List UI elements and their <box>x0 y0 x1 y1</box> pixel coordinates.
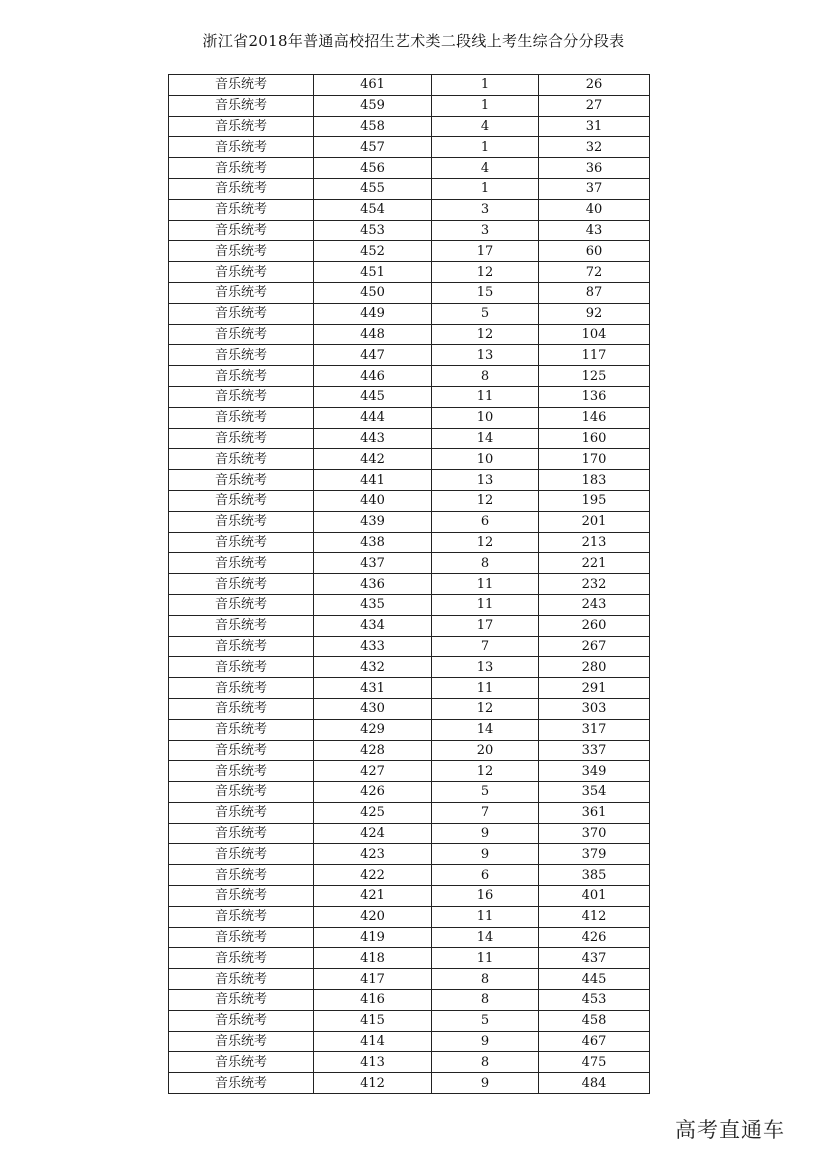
table-row <box>169 990 650 1011</box>
count-cell: 14 <box>432 428 539 449</box>
score-cell: 419 <box>314 927 432 948</box>
cumulative-cell: 40 <box>539 199 650 220</box>
cumulative-cell: 32 <box>539 137 650 158</box>
count-cell: 3 <box>432 199 539 220</box>
table-row <box>169 678 650 699</box>
table-row <box>169 574 650 595</box>
table-row <box>169 886 650 907</box>
table-row <box>169 636 650 657</box>
cumulative-cell: 146 <box>539 407 650 428</box>
score-cell: 445 <box>314 386 432 407</box>
score-cell: 456 <box>314 158 432 179</box>
cumulative-cell: 117 <box>539 345 650 366</box>
category-cell: 音乐统考 <box>169 740 314 761</box>
cumulative-cell: 136 <box>539 386 650 407</box>
table-row <box>169 1052 650 1073</box>
count-cell: 8 <box>432 1052 539 1073</box>
page-title: 浙江省2018年普通高校招生艺术类二段线上考生综合分分段表 <box>202 32 625 50</box>
count-cell: 4 <box>432 158 539 179</box>
count-cell: 1 <box>432 75 539 96</box>
category-cell: 音乐统考 <box>169 532 314 553</box>
count-cell: 17 <box>432 241 539 262</box>
score-cell: 452 <box>314 241 432 262</box>
table-row <box>169 1031 650 1052</box>
score-cell: 451 <box>314 262 432 283</box>
count-cell: 3 <box>432 220 539 241</box>
category-cell: 音乐统考 <box>169 636 314 657</box>
table-row <box>169 158 650 179</box>
cumulative-cell: 195 <box>539 490 650 511</box>
score-cell: 431 <box>314 678 432 699</box>
cumulative-cell: 370 <box>539 823 650 844</box>
cumulative-cell: 303 <box>539 698 650 719</box>
cumulative-cell: 291 <box>539 678 650 699</box>
count-cell: 12 <box>432 490 539 511</box>
table-row <box>169 345 650 366</box>
table-row <box>169 282 650 303</box>
table-row <box>169 407 650 428</box>
category-cell: 音乐统考 <box>169 782 314 803</box>
table-row <box>169 948 650 969</box>
score-cell: 412 <box>314 1073 432 1094</box>
score-cell: 455 <box>314 178 432 199</box>
score-cell: 433 <box>314 636 432 657</box>
count-cell: 12 <box>432 532 539 553</box>
category-cell: 音乐统考 <box>169 948 314 969</box>
category-cell: 音乐统考 <box>169 178 314 199</box>
score-cell: 450 <box>314 282 432 303</box>
count-cell: 11 <box>432 948 539 969</box>
category-cell: 音乐统考 <box>169 95 314 116</box>
category-cell: 音乐统考 <box>169 657 314 678</box>
count-cell: 8 <box>432 969 539 990</box>
count-cell: 11 <box>432 386 539 407</box>
count-cell: 14 <box>432 927 539 948</box>
score-cell: 429 <box>314 719 432 740</box>
score-cell: 442 <box>314 449 432 470</box>
score-cell: 421 <box>314 886 432 907</box>
category-cell: 音乐统考 <box>169 678 314 699</box>
cumulative-cell: 484 <box>539 1073 650 1094</box>
category-cell: 音乐统考 <box>169 282 314 303</box>
category-cell: 音乐统考 <box>169 553 314 574</box>
table-row <box>169 386 650 407</box>
category-cell: 音乐统考 <box>169 594 314 615</box>
category-cell: 音乐统考 <box>169 844 314 865</box>
score-cell: 430 <box>314 698 432 719</box>
table-row <box>169 303 650 324</box>
category-cell: 音乐统考 <box>169 428 314 449</box>
count-cell: 7 <box>432 636 539 657</box>
score-cell: 416 <box>314 990 432 1011</box>
category-cell: 音乐统考 <box>169 407 314 428</box>
category-cell: 音乐统考 <box>169 158 314 179</box>
table-row <box>169 199 650 220</box>
category-cell: 音乐统考 <box>169 719 314 740</box>
cumulative-cell: 445 <box>539 969 650 990</box>
table-row <box>169 906 650 927</box>
cumulative-cell: 60 <box>539 241 650 262</box>
cumulative-cell: 87 <box>539 282 650 303</box>
table-row <box>169 782 650 803</box>
score-cell: 435 <box>314 594 432 615</box>
score-cell: 428 <box>314 740 432 761</box>
cumulative-cell: 31 <box>539 116 650 137</box>
score-cell: 439 <box>314 511 432 532</box>
score-cell: 434 <box>314 615 432 636</box>
cumulative-cell: 170 <box>539 449 650 470</box>
category-cell: 音乐统考 <box>169 698 314 719</box>
count-cell: 20 <box>432 740 539 761</box>
count-cell: 14 <box>432 719 539 740</box>
count-cell: 11 <box>432 678 539 699</box>
cumulative-cell: 243 <box>539 594 650 615</box>
category-cell: 音乐统考 <box>169 1073 314 1094</box>
count-cell: 9 <box>432 823 539 844</box>
cumulative-cell: 72 <box>539 262 650 283</box>
count-cell: 8 <box>432 990 539 1011</box>
count-cell: 13 <box>432 345 539 366</box>
cumulative-cell: 27 <box>539 95 650 116</box>
category-cell: 音乐统考 <box>169 199 314 220</box>
score-distribution-table <box>168 74 650 1094</box>
cumulative-cell: 453 <box>539 990 650 1011</box>
score-cell: 437 <box>314 553 432 574</box>
count-cell: 6 <box>432 511 539 532</box>
count-cell: 1 <box>432 95 539 116</box>
category-cell: 音乐统考 <box>169 906 314 927</box>
table-row <box>169 657 650 678</box>
score-cell: 417 <box>314 969 432 990</box>
cumulative-cell: 337 <box>539 740 650 761</box>
cumulative-cell: 232 <box>539 574 650 595</box>
score-cell: 415 <box>314 1010 432 1031</box>
count-cell: 9 <box>432 1031 539 1052</box>
table-row <box>169 927 650 948</box>
count-cell: 13 <box>432 470 539 491</box>
score-cell: 449 <box>314 303 432 324</box>
category-cell: 音乐统考 <box>169 366 314 387</box>
cumulative-cell: 92 <box>539 303 650 324</box>
table-row <box>169 428 650 449</box>
score-cell: 413 <box>314 1052 432 1073</box>
cumulative-cell: 160 <box>539 428 650 449</box>
table-row <box>169 823 650 844</box>
category-cell: 音乐统考 <box>169 345 314 366</box>
category-cell: 音乐统考 <box>169 761 314 782</box>
table-row <box>169 865 650 886</box>
score-cell: 440 <box>314 490 432 511</box>
score-cell: 424 <box>314 823 432 844</box>
table-row <box>169 490 650 511</box>
table-row <box>169 262 650 283</box>
cumulative-cell: 26 <box>539 75 650 96</box>
category-cell: 音乐统考 <box>169 1031 314 1052</box>
cumulative-cell: 201 <box>539 511 650 532</box>
cumulative-cell: 467 <box>539 1031 650 1052</box>
count-cell: 16 <box>432 886 539 907</box>
count-cell: 1 <box>432 178 539 199</box>
cumulative-cell: 104 <box>539 324 650 345</box>
count-cell: 10 <box>432 449 539 470</box>
category-cell: 音乐统考 <box>169 865 314 886</box>
score-cell: 414 <box>314 1031 432 1052</box>
table-row <box>169 553 650 574</box>
score-cell: 426 <box>314 782 432 803</box>
cumulative-cell: 317 <box>539 719 650 740</box>
count-cell: 11 <box>432 574 539 595</box>
table-row <box>169 615 650 636</box>
category-cell: 音乐统考 <box>169 969 314 990</box>
category-cell: 音乐统考 <box>169 303 314 324</box>
score-cell: 422 <box>314 865 432 886</box>
score-cell: 458 <box>314 116 432 137</box>
table-row <box>169 844 650 865</box>
count-cell: 8 <box>432 553 539 574</box>
category-cell: 音乐统考 <box>169 574 314 595</box>
count-cell: 12 <box>432 698 539 719</box>
cumulative-cell: 361 <box>539 802 650 823</box>
category-cell: 音乐统考 <box>169 75 314 96</box>
count-cell: 6 <box>432 865 539 886</box>
category-cell: 音乐统考 <box>169 386 314 407</box>
table-row <box>169 449 650 470</box>
category-cell: 音乐统考 <box>169 615 314 636</box>
table-row <box>169 116 650 137</box>
table-row <box>169 1010 650 1031</box>
count-cell: 17 <box>432 615 539 636</box>
score-cell: 443 <box>314 428 432 449</box>
count-cell: 5 <box>432 303 539 324</box>
category-cell: 音乐统考 <box>169 886 314 907</box>
score-cell: 441 <box>314 470 432 491</box>
table-body <box>169 75 650 1094</box>
score-cell: 444 <box>314 407 432 428</box>
table-row <box>169 1073 650 1094</box>
score-cell: 418 <box>314 948 432 969</box>
score-cell: 453 <box>314 220 432 241</box>
table-row <box>169 366 650 387</box>
cumulative-cell: 267 <box>539 636 650 657</box>
table-row <box>169 241 650 262</box>
table-row <box>169 511 650 532</box>
count-cell: 9 <box>432 844 539 865</box>
count-cell: 7 <box>432 802 539 823</box>
count-cell: 9 <box>432 1073 539 1094</box>
category-cell: 音乐统考 <box>169 1010 314 1031</box>
count-cell: 13 <box>432 657 539 678</box>
category-cell: 音乐统考 <box>169 449 314 470</box>
category-cell: 音乐统考 <box>169 262 314 283</box>
cumulative-cell: 37 <box>539 178 650 199</box>
table-row <box>169 761 650 782</box>
table-row <box>169 719 650 740</box>
cumulative-cell: 426 <box>539 927 650 948</box>
category-cell: 音乐统考 <box>169 823 314 844</box>
table-row <box>169 740 650 761</box>
table-row <box>169 220 650 241</box>
cumulative-cell: 183 <box>539 470 650 491</box>
cumulative-cell: 213 <box>539 532 650 553</box>
cumulative-cell: 260 <box>539 615 650 636</box>
count-cell: 10 <box>432 407 539 428</box>
cumulative-cell: 379 <box>539 844 650 865</box>
score-cell: 423 <box>314 844 432 865</box>
count-cell: 4 <box>432 116 539 137</box>
table-row <box>169 802 650 823</box>
score-cell: 448 <box>314 324 432 345</box>
table-row <box>169 324 650 345</box>
score-cell: 436 <box>314 574 432 595</box>
cumulative-cell: 280 <box>539 657 650 678</box>
table-row <box>169 95 650 116</box>
count-cell: 12 <box>432 324 539 345</box>
count-cell: 5 <box>432 1010 539 1031</box>
cumulative-cell: 401 <box>539 886 650 907</box>
table-row <box>169 470 650 491</box>
score-cell: 457 <box>314 137 432 158</box>
category-cell: 音乐统考 <box>169 1052 314 1073</box>
category-cell: 音乐统考 <box>169 990 314 1011</box>
table-row <box>169 532 650 553</box>
score-cell: 425 <box>314 802 432 823</box>
category-cell: 音乐统考 <box>169 470 314 491</box>
cumulative-cell: 349 <box>539 761 650 782</box>
cumulative-cell: 354 <box>539 782 650 803</box>
cumulative-cell: 43 <box>539 220 650 241</box>
score-cell: 438 <box>314 532 432 553</box>
category-cell: 音乐统考 <box>169 802 314 823</box>
category-cell: 音乐统考 <box>169 241 314 262</box>
score-cell: 446 <box>314 366 432 387</box>
table-row <box>169 594 650 615</box>
category-cell: 音乐统考 <box>169 927 314 948</box>
table-row <box>169 178 650 199</box>
count-cell: 5 <box>432 782 539 803</box>
count-cell: 8 <box>432 366 539 387</box>
watermark-text: 高考直通车 <box>675 1118 785 1142</box>
table-row <box>169 698 650 719</box>
table-row <box>169 969 650 990</box>
cumulative-cell: 437 <box>539 948 650 969</box>
category-cell: 音乐统考 <box>169 490 314 511</box>
cumulative-cell: 221 <box>539 553 650 574</box>
table-row <box>169 137 650 158</box>
table-row <box>169 75 650 96</box>
cumulative-cell: 36 <box>539 158 650 179</box>
category-cell: 音乐统考 <box>169 137 314 158</box>
count-cell: 15 <box>432 282 539 303</box>
category-cell: 音乐统考 <box>169 324 314 345</box>
cumulative-cell: 385 <box>539 865 650 886</box>
score-cell: 420 <box>314 906 432 927</box>
score-cell: 447 <box>314 345 432 366</box>
category-cell: 音乐统考 <box>169 220 314 241</box>
count-cell: 11 <box>432 906 539 927</box>
count-cell: 12 <box>432 761 539 782</box>
count-cell: 1 <box>432 137 539 158</box>
score-cell: 454 <box>314 199 432 220</box>
score-cell: 427 <box>314 761 432 782</box>
category-cell: 音乐统考 <box>169 511 314 532</box>
count-cell: 11 <box>432 594 539 615</box>
score-cell: 461 <box>314 75 432 96</box>
cumulative-cell: 412 <box>539 906 650 927</box>
score-cell: 459 <box>314 95 432 116</box>
category-cell: 音乐统考 <box>169 116 314 137</box>
cumulative-cell: 458 <box>539 1010 650 1031</box>
score-cell: 432 <box>314 657 432 678</box>
count-cell: 12 <box>432 262 539 283</box>
cumulative-cell: 475 <box>539 1052 650 1073</box>
cumulative-cell: 125 <box>539 366 650 387</box>
